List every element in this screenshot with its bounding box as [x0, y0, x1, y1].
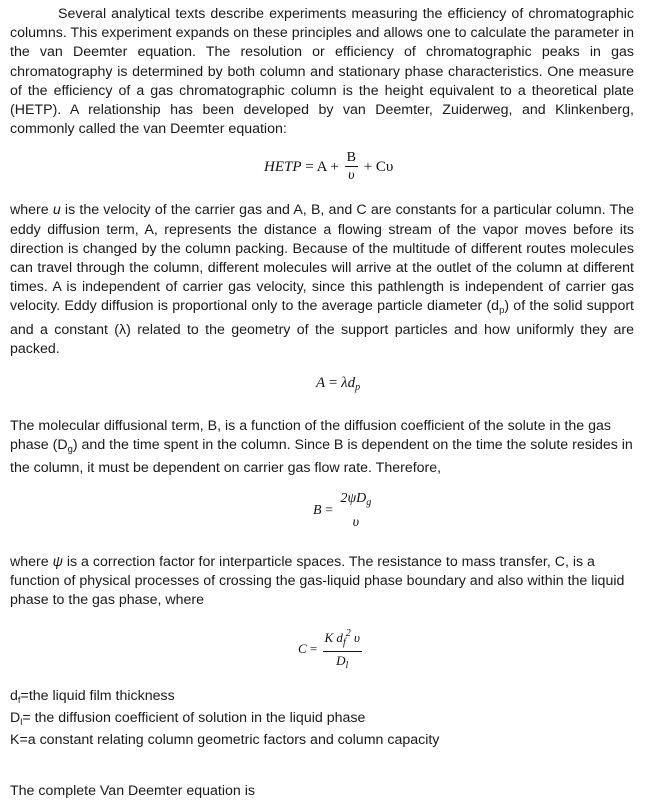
definitions-list [10, 688, 634, 753]
para2-text-a: where [10, 202, 53, 219]
eddy-diffusion-equation [10, 375, 634, 405]
closing-line: The complete Van Deemter equation is [10, 782, 255, 799]
eq4-numerator-superscript: 2 [345, 628, 351, 640]
dg-subscript: g [67, 444, 73, 456]
intro-paragraph: Several analytical texts describe experiments measuring the efficiency of chromatographic columns. This experiment expands on these principles and allows one to calculate the parameter in the van Deemter equation. The resolution or efficiency of chromatographic peaks in gas chromatography is determined by both column and stationary phase characteristics. One measure of the efficiency of a gas chromatographic column is the height equivalent to a theoretical plate (HETP). A relationship has been developed by van Deemter, Zuiderweg, and Klinkenberg, commonly called the van Deemter equation: [10, 6, 634, 138]
eq4-lhs: C [298, 641, 307, 657]
para3-text-b: ) and the time spent in the column. Since B is dependent on the time the solute resides in the column, it must be dependent on carrier gas flow rate. Therefore, [10, 437, 633, 477]
definition-subscript: l [20, 717, 23, 729]
eq4-fraction [323, 626, 362, 674]
para3-text-a: The molecular diffusional term, B, is a function of the diffusion coefficient of the solute in the gas phase (D [10, 418, 611, 454]
para4-text-b: is a correction factor for interparticle spaces. The resistance to mass transfer, C, is a function of physical processes of crossing the gas-liquid phase boundary and also within the liquid phase to the gas phase, where [10, 553, 625, 609]
velocity-symbol: u [52, 202, 61, 219]
definition-symbol: D [10, 710, 21, 727]
eq1-a-term: A + [316, 158, 343, 175]
eq3-numerator-subscript: g [366, 496, 372, 508]
definition-subscript: f [17, 695, 21, 707]
para4-text-a: where [10, 553, 53, 570]
definition-item [10, 710, 634, 732]
eq4-denominator-text: D [336, 653, 346, 669]
definition-item [10, 688, 634, 710]
para2-text-b: is the velocity of the carrier gas and A, B, and C are constants for a particular column. The eddy diffusion term, A, represents the distance a flowing stream of the vapor moves before its direction is changed by the column packing. Because of the multitude of different routes molecules can travel through the column, different molecules will arrive at the outlet of the column at different times. A is independent of carrier gas velocity, since this pathlength is independent of carrier gas velocity. Eddy diffusion is proportional only to the average particle diameter (d [10, 202, 634, 315]
para2-text-c: ) of the solid support and a constant (λ) related to the geometry of the support particles and how uniformly they are packed. [10, 298, 634, 357]
eq4-denominator-subscript: l [345, 660, 349, 672]
molecular-diffusion-paragraph [10, 417, 634, 479]
definition-symbol: d [10, 688, 18, 705]
eq2-equals: = [325, 375, 342, 392]
eq4-numerator-k: K d [324, 630, 343, 646]
eq3-denominator: υ [352, 514, 360, 530]
document-page [10, 5, 634, 801]
eddy-diffusion-paragraph [10, 201, 634, 359]
eq4-denominator [323, 651, 362, 674]
definition-text: K=a constant relating column geometric factors and column capacity [10, 731, 440, 748]
eq3-fraction [338, 491, 373, 531]
eq1-b-over-v [345, 150, 358, 184]
molecular-diffusion-equation [10, 491, 634, 539]
eq2-subscript: p [355, 382, 361, 394]
eq3-numerator-text: 2ψD [340, 490, 367, 506]
eq4-numerator-subscript: f [342, 637, 346, 649]
definition-item [10, 732, 634, 754]
eq3-equals: = [321, 502, 337, 518]
dp-subscript: p [499, 305, 505, 317]
eq3-numerator [338, 491, 373, 511]
eq1-equals: = [301, 158, 317, 175]
definition-text: =the liquid film thickness [20, 688, 175, 705]
van-deemter-equation [10, 144, 634, 192]
eq4-equals: = [306, 641, 321, 657]
mass-transfer-equation [10, 626, 634, 678]
eq1-lhs: HETP [264, 158, 302, 175]
eq1-denominator: υ [345, 166, 358, 184]
eq3-lhs: B [313, 502, 322, 518]
eq2-rhs: λd [341, 375, 356, 392]
eq4-numerator [323, 626, 362, 651]
eq1-c-term: + Cυ [359, 158, 394, 175]
eq2-lhs: A [316, 375, 326, 392]
definition-text: = the diffusion coefficient of solution in the liquid phase [22, 710, 366, 727]
eq1-numerator: B [346, 150, 356, 166]
psi-symbol: ψ [52, 553, 63, 570]
mass-transfer-paragraph [10, 553, 634, 611]
eq4-numerator-v: υ [350, 630, 360, 646]
